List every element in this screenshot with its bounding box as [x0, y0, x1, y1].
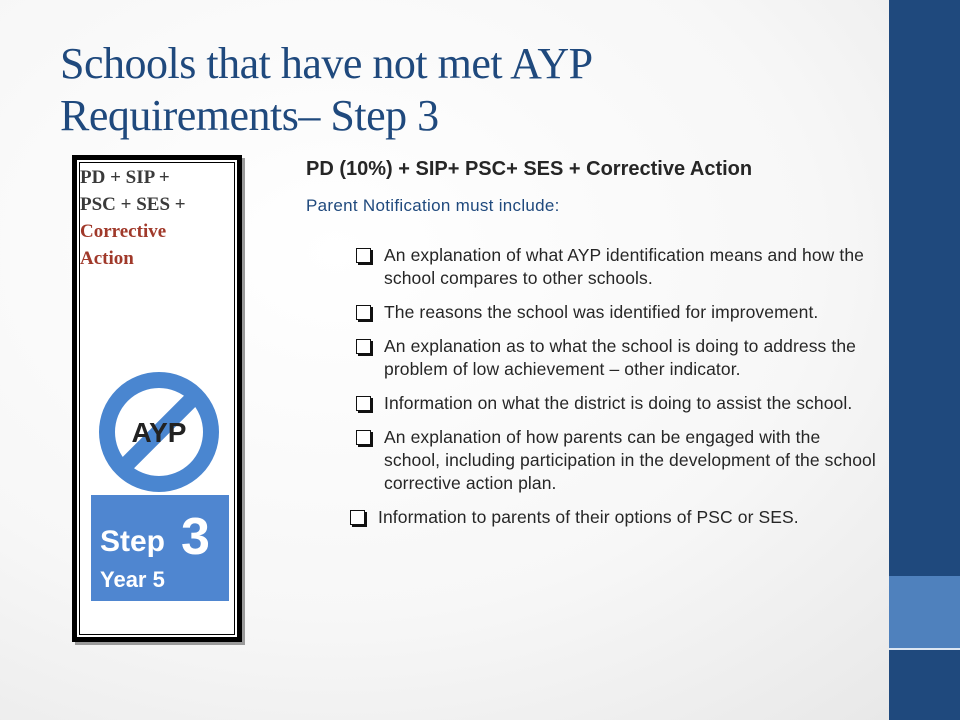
checkbox-icon: [356, 248, 371, 263]
step-graphic-panel: [72, 155, 242, 642]
side-divider: [889, 648, 960, 650]
ayp-label: AYP: [131, 417, 187, 448]
checkbox-icon: [356, 305, 371, 320]
formula-line-3: Corrective: [80, 221, 167, 242]
list-item-text: The reasons the school was identified for improvement.: [384, 302, 819, 322]
formula-text: [80, 164, 240, 272]
year-label: Year 5: [100, 567, 165, 592]
list-item-text: Information to parents of their options of PSC or SES.: [378, 507, 799, 527]
list-item: [356, 392, 876, 415]
slide-title: [60, 38, 860, 142]
list-item: [356, 301, 876, 324]
list-item-text: An explanation as to what the school is doing to address the problem of low achievement – other indicator.: [384, 336, 856, 379]
list-item: [356, 335, 876, 381]
checkbox-icon: [356, 430, 371, 445]
formula-heading: PD (10%) + SIP+ PSC+ SES + Corrective Action: [306, 158, 753, 180]
requirements-list: [356, 244, 876, 540]
formula-line-2: PSC + SES +: [80, 194, 186, 215]
list-item: [350, 506, 876, 529]
slide-title-line-2: Requirements– Step 3: [60, 91, 439, 140]
step-number: 3: [181, 508, 210, 566]
list-item: [356, 244, 876, 290]
list-item-text: An explanation of what AYP identification means and how the school compares to other schools.: [384, 245, 865, 288]
side-accent: [889, 576, 960, 648]
step-badge: [91, 495, 229, 601]
no-ayp-icon: [95, 368, 223, 496]
list-item-text: An explanation of how parents can be engaged with the school, including participation in the development of the school corrective action plan.: [384, 427, 876, 493]
list-item: [356, 426, 876, 495]
checkbox-icon: [356, 339, 371, 354]
checkbox-icon: [356, 396, 371, 411]
formula-line-4: Action: [80, 248, 134, 269]
notification-subheading: Parent Notification must include:: [306, 196, 560, 215]
slide-title-line-1: Schools that have not met AYP: [60, 39, 593, 88]
checkbox-icon: [350, 510, 365, 525]
formula-line-1: PD + SIP +: [80, 167, 170, 188]
list-item-text: Information on what the district is doing to assist the school.: [384, 393, 853, 413]
step-word: Step: [100, 525, 166, 558]
